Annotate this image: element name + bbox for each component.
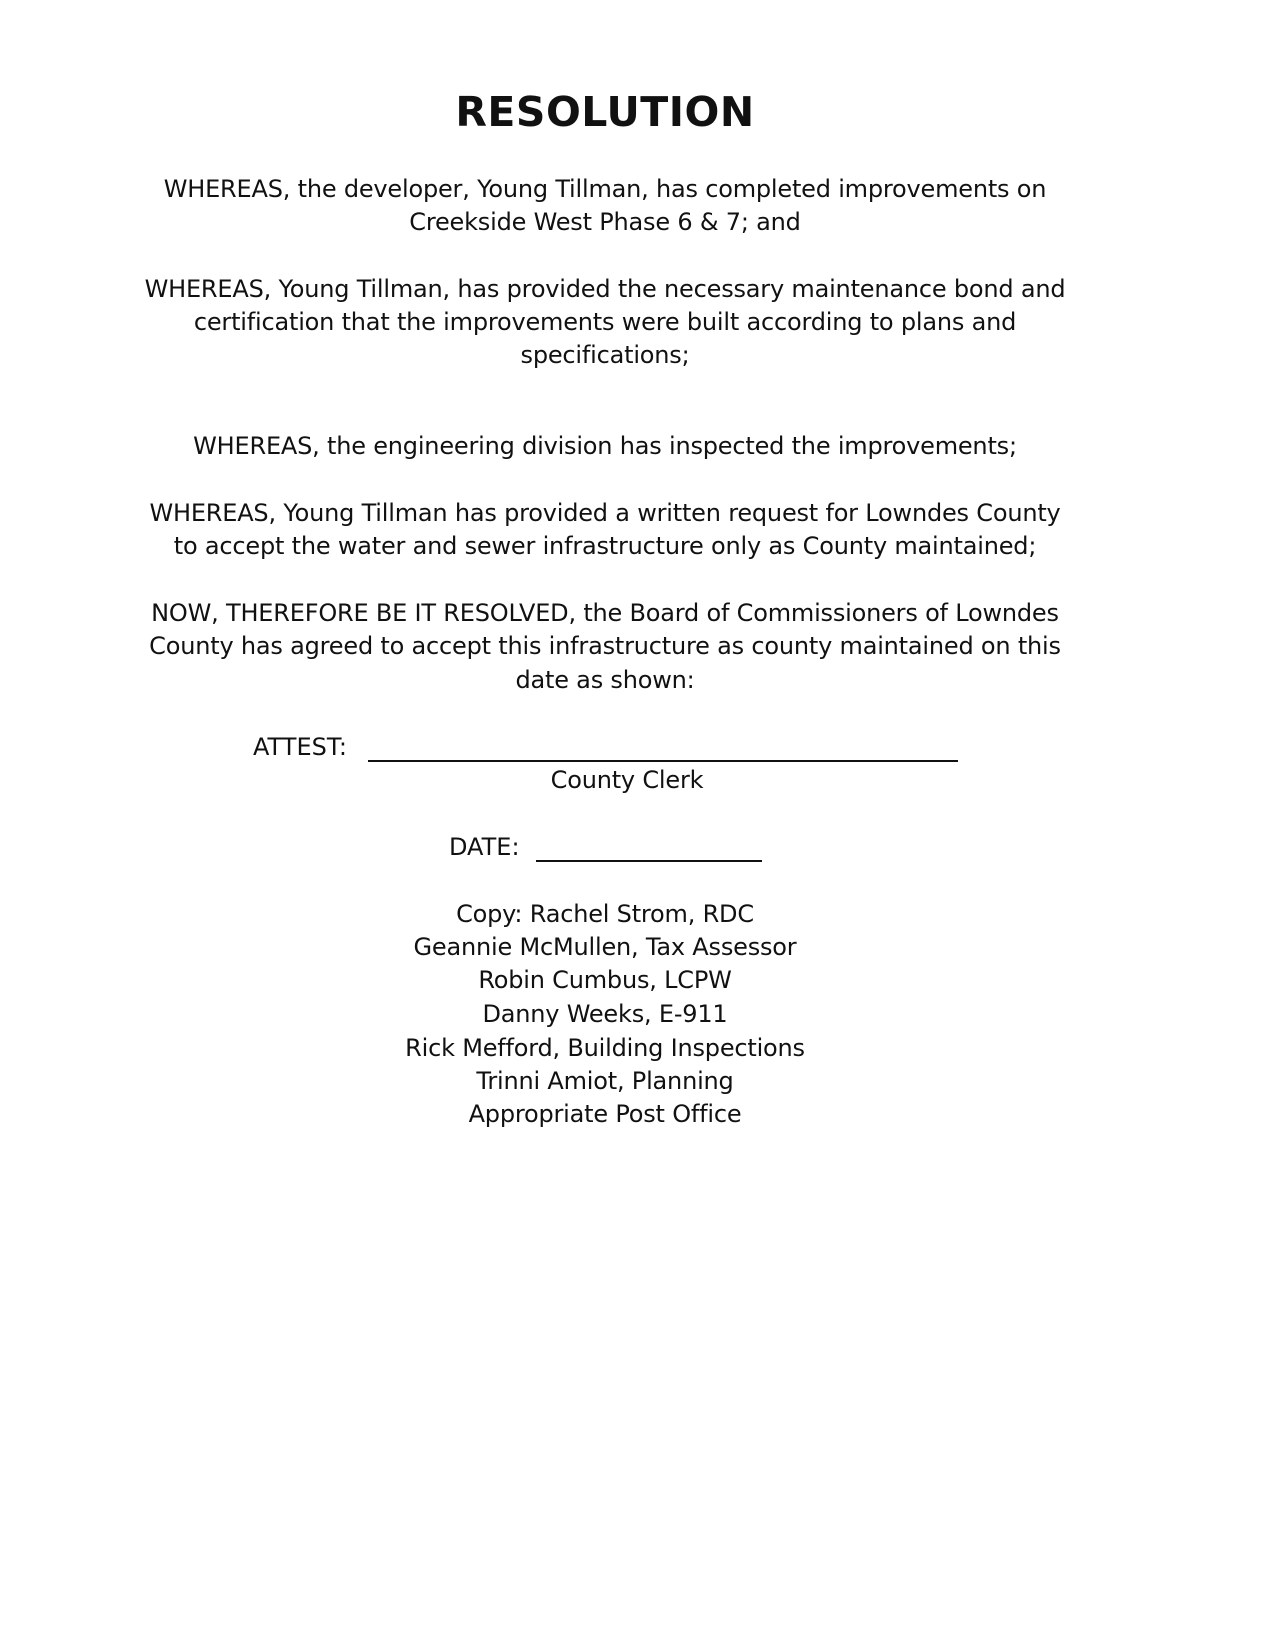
attest-signer: County Clerk [550,766,704,794]
whereas-developer-line-1: WHEREAS, the developer, Young Tillman, has completed improvements on [163,175,1047,203]
copy-recipient: Rick Mefford, Building Inspections [405,1034,805,1062]
copy-recipient: Copy: Rachel Strom, RDC [456,900,754,928]
copy-recipient: Danny Weeks, E-911 [482,1000,728,1028]
whereas-developer-line-2: Creekside West Phase 6 & 7; and [409,208,801,236]
whereas-bond-line-1: WHEREAS, Young Tillman, has provided the necessary maintenance bond and [144,275,1066,303]
copy-recipient: Robin Cumbus, LCPW [478,966,732,994]
copy-recipient: Geannie McMullen, Tax Assessor [413,933,797,961]
resolved-line-2: County has agreed to accept this infrastructure as county maintained on this [149,632,1061,660]
copy-recipient: Appropriate Post Office [468,1100,742,1128]
whereas-bond-line-2: certification that the improvements were built according to plans and [193,308,1017,336]
resolved-line-3: date as shown: [515,666,695,694]
resolved-line-1: NOW, THEREFORE BE IT RESOLVED, the Board of Commissioners of Lowndes [151,599,1059,627]
date-line [536,860,762,862]
whereas-request-line-1: WHEREAS, Young Tillman has provided a written request for Lowndes County [149,499,1061,527]
document-title: RESOLUTION [455,88,755,136]
whereas-bond-line-3: specifications; [520,341,690,369]
attest-label: ATTEST: [253,733,347,761]
whereas-request-line-2: to accept the water and sewer infrastructure only as County maintained; [173,532,1037,560]
date-label: DATE: [449,833,520,861]
copy-recipient: Trinni Amiot, Planning [476,1067,734,1095]
whereas-inspection-line: WHEREAS, the engineering division has inspected the improvements; [193,432,1017,460]
attest-signature-line [368,760,958,762]
